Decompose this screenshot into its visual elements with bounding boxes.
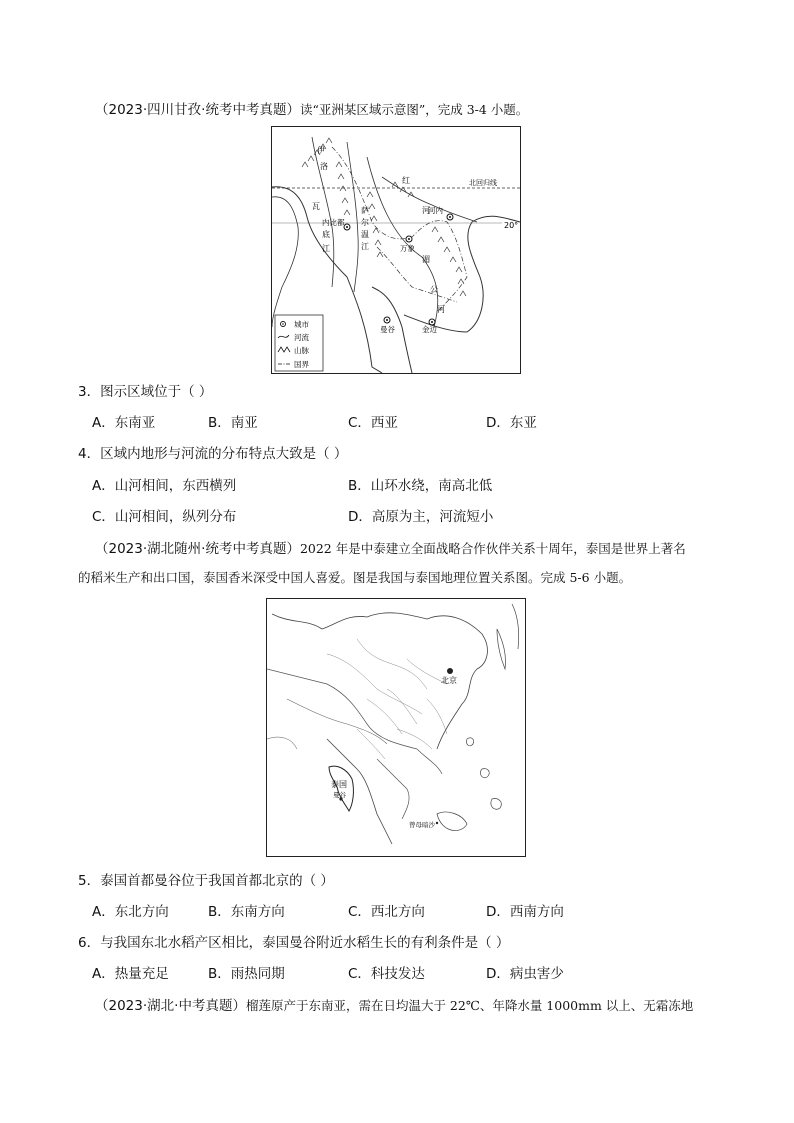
river-irr-5: 江	[322, 244, 330, 253]
question-6-stem: 6．与我国东北水稻产区相比，泰国曼谷附近水稻生长的有利条件是（ ）	[78, 935, 510, 951]
q4-option-a[interactable]: A．山河相间，东西横列	[92, 478, 237, 494]
intro-7-source: （2023·湖北·中考真题）	[95, 998, 246, 1014]
naypyidaw-label: 内比都	[322, 218, 345, 227]
river-irr-4: 底	[322, 230, 330, 239]
q6-option-b[interactable]: B．雨热同期	[208, 966, 285, 982]
question-3-stem: 3．图示区域位于（ ）	[78, 384, 213, 400]
zengmu-label: 曾母暗沙	[409, 821, 435, 829]
tropic-label: 北回归线	[469, 179, 497, 187]
river-irr-2: 洛	[320, 162, 328, 171]
q3-option-c[interactable]: C．西亚	[348, 415, 398, 431]
q5-option-c[interactable]: C．西北方向	[348, 904, 425, 920]
intro-5-6-source: （2023·湖北随州·统考中考真题）	[95, 541, 300, 557]
river-mekong-3: 河	[437, 305, 445, 314]
q4-option-c[interactable]: C．山河相间，纵列分布	[92, 509, 237, 525]
river-irr-3: 瓦	[312, 202, 320, 211]
legend-river: 河流	[294, 333, 309, 342]
river-sal-4: 江	[361, 242, 369, 251]
thailand-label: 泰国	[331, 780, 347, 789]
river-sal-1: 萨	[361, 206, 369, 215]
intro-3-4-source: （2023·四川甘孜·统考中考真题）	[95, 102, 300, 118]
q4-option-b[interactable]: B．山环水绕，南高北低	[348, 478, 493, 494]
river-sal-2: 尔	[361, 218, 369, 227]
lat20-label: 20°	[504, 221, 519, 230]
intro-5-6-text1: 2022 年是中泰建立全面战略合作伙伴关系十周年，泰国是世界上著名	[299, 541, 686, 556]
river-sal-3: 温	[361, 230, 369, 239]
china-thailand-map-graphic	[267, 599, 525, 856]
intro-5-6-line1	[95, 540, 686, 558]
q6-option-d[interactable]: D．病虫害少	[486, 966, 564, 982]
hanoi-label: 河内	[428, 206, 443, 215]
q3-option-d[interactable]: D．东亚	[486, 415, 537, 431]
river-hong-2: 河	[422, 206, 430, 215]
river-hong-1: 红	[402, 176, 410, 185]
asia-region-map	[271, 126, 521, 374]
legend-mountain: 山脉	[294, 346, 309, 355]
q5-option-d[interactable]: D．西南方向	[486, 904, 564, 920]
q3-option-b[interactable]: B．南亚	[208, 415, 258, 431]
q4-option-d[interactable]: D．高原为主，河流短小	[348, 509, 494, 525]
intro-7-text: 榴莲原产于东南亚，需在日均温大于 22℃、年降水量 1000mm 以上、无霜冻地	[245, 998, 694, 1013]
intro-5-6-line2: 的稻米生产和出口国，泰国香米深受中国人喜爱。图是我国与泰国地理位置关系图。完成 5-6 小题。	[78, 570, 632, 585]
intro-3-4	[95, 101, 528, 119]
question-4-stem: 4．区域内地形与河流的分布特点大致是（ ）	[78, 446, 348, 462]
q3-option-a[interactable]: A．东南亚	[92, 415, 156, 431]
china-thailand-map	[266, 598, 526, 857]
q5-option-b[interactable]: B．东南方向	[208, 904, 285, 920]
river-mekong-2: 公	[430, 285, 438, 294]
river-mekong-1: 湄	[422, 255, 430, 264]
intro-3-4-text: 读“亚洲某区域示意图”，完成 3-4 小题。	[299, 102, 529, 117]
bangkok-label: 曼谷	[380, 325, 395, 334]
phnompenh-label: 金边	[422, 325, 437, 334]
river-irr-1: 伊	[317, 146, 325, 155]
q6-option-c[interactable]: C．科技发达	[348, 966, 425, 982]
beijing-label: 北京	[441, 676, 457, 685]
question-5-stem: 5．泰国首都曼谷位于我国首都北京的（ ）	[78, 873, 334, 889]
q6-option-a[interactable]: A．热量充足	[92, 966, 169, 982]
legend-border: 国界	[294, 360, 309, 369]
q5-option-a[interactable]: A．东北方向	[92, 904, 169, 920]
intro-7	[95, 997, 693, 1015]
legend-city: 城市	[294, 320, 309, 329]
bangkok-map2-label: 曼谷	[333, 791, 346, 799]
vientiane-label: 万象	[400, 244, 415, 253]
asia-region-map-graphic	[272, 127, 520, 373]
